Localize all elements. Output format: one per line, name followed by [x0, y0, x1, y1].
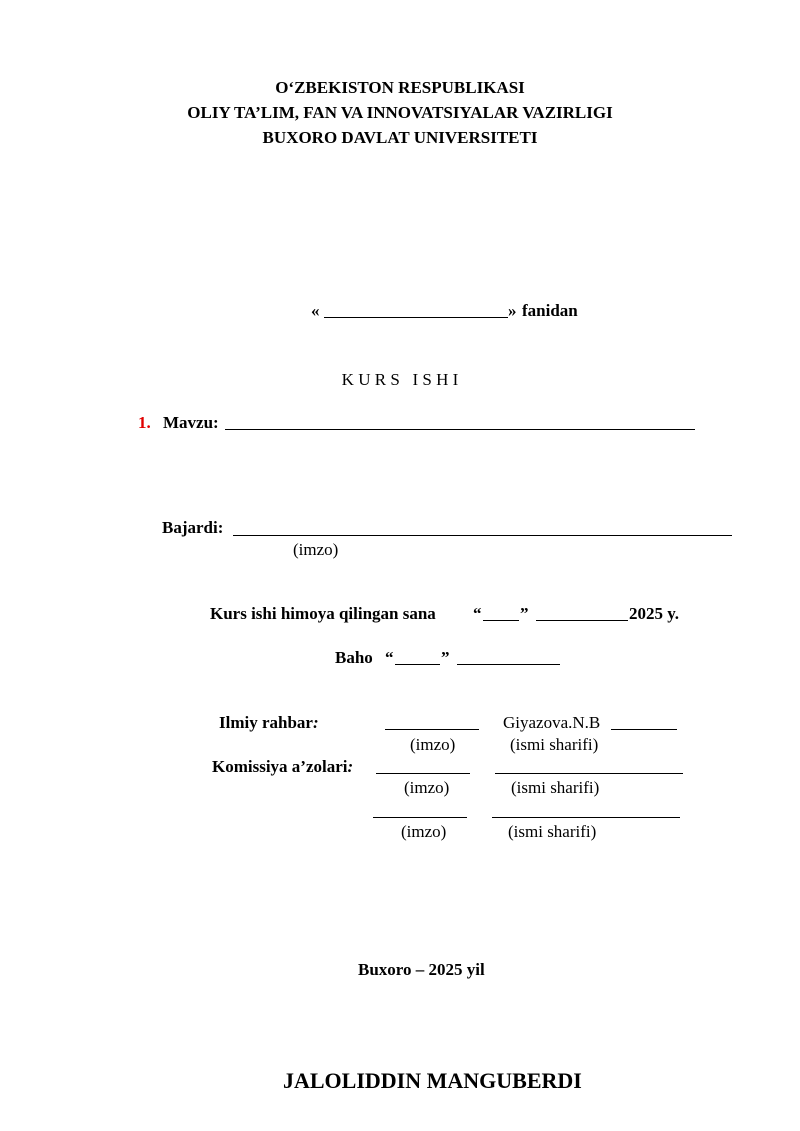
header-republic: O‘ZBEKISTON RESPUBLIKASI: [275, 78, 525, 97]
place-year: Buxoro – 2025 yil: [358, 960, 485, 979]
supervisor-label: Ilmiy rahbar:: [219, 713, 319, 732]
header-ministry: OLIY TA’LIM, FAN VA INNOVATSIYALAR VAZIRLIGI: [187, 103, 613, 122]
subject-close-quote: »: [508, 301, 517, 320]
commission-label: Komissiya a’zolari:: [212, 757, 354, 776]
commission-2-name-line: [492, 817, 680, 818]
supervisor-sign-line: [385, 729, 479, 730]
commission-2-sign-caption: (imzo): [401, 822, 447, 841]
commission-1-sign-line: [376, 773, 470, 774]
commission-2-sign-line: [373, 817, 467, 818]
defense-month-blank: [536, 620, 628, 621]
defense-day-open-quote: “: [473, 604, 482, 623]
supervisor-name: Giyazova.N.B: [503, 713, 601, 732]
defense-year: 2025 y.: [629, 604, 680, 623]
grade-close-quote: ”: [441, 648, 450, 667]
topic-blank-line: [225, 429, 695, 430]
defense-day-close-quote: ”: [520, 604, 529, 623]
defense-day-blank: [483, 620, 519, 621]
performer-label: Bajardi:: [162, 518, 224, 537]
grade-label: Baho: [335, 648, 373, 667]
performer-blank-line: [233, 535, 732, 536]
supervisor-sign-caption: (imzo): [410, 735, 456, 754]
header-university: BUXORO DAVLAT UNIVERSITETI: [262, 128, 538, 147]
supervisor-name-line: [611, 729, 677, 730]
bottom-name: JALOLIDDIN MANGUBERDI: [283, 1068, 582, 1093]
subject-blank-line: [324, 317, 508, 318]
topic-label: Mavzu:: [163, 413, 219, 432]
document-type-title: K U R S I S H I: [341, 370, 459, 389]
commission-1-sign-caption: (imzo): [404, 778, 450, 797]
performer-sign-caption: (imzo): [293, 540, 339, 559]
topic-number: 1.: [138, 413, 151, 432]
commission-2-name-caption: (ismi sharifi): [508, 822, 597, 841]
commission-1-name-line: [495, 773, 683, 774]
subject-suffix: fanidan: [522, 301, 578, 320]
grade-word-blank: [457, 664, 560, 665]
subject-open-quote: «: [311, 301, 320, 320]
defense-date-label: Kurs ishi himoya qilingan sana: [210, 604, 436, 623]
grade-value-blank: [395, 664, 440, 665]
supervisor-name-caption: (ismi sharifi): [510, 735, 599, 754]
commission-1-name-caption: (ismi sharifi): [511, 778, 600, 797]
grade-open-quote: “: [385, 648, 394, 667]
